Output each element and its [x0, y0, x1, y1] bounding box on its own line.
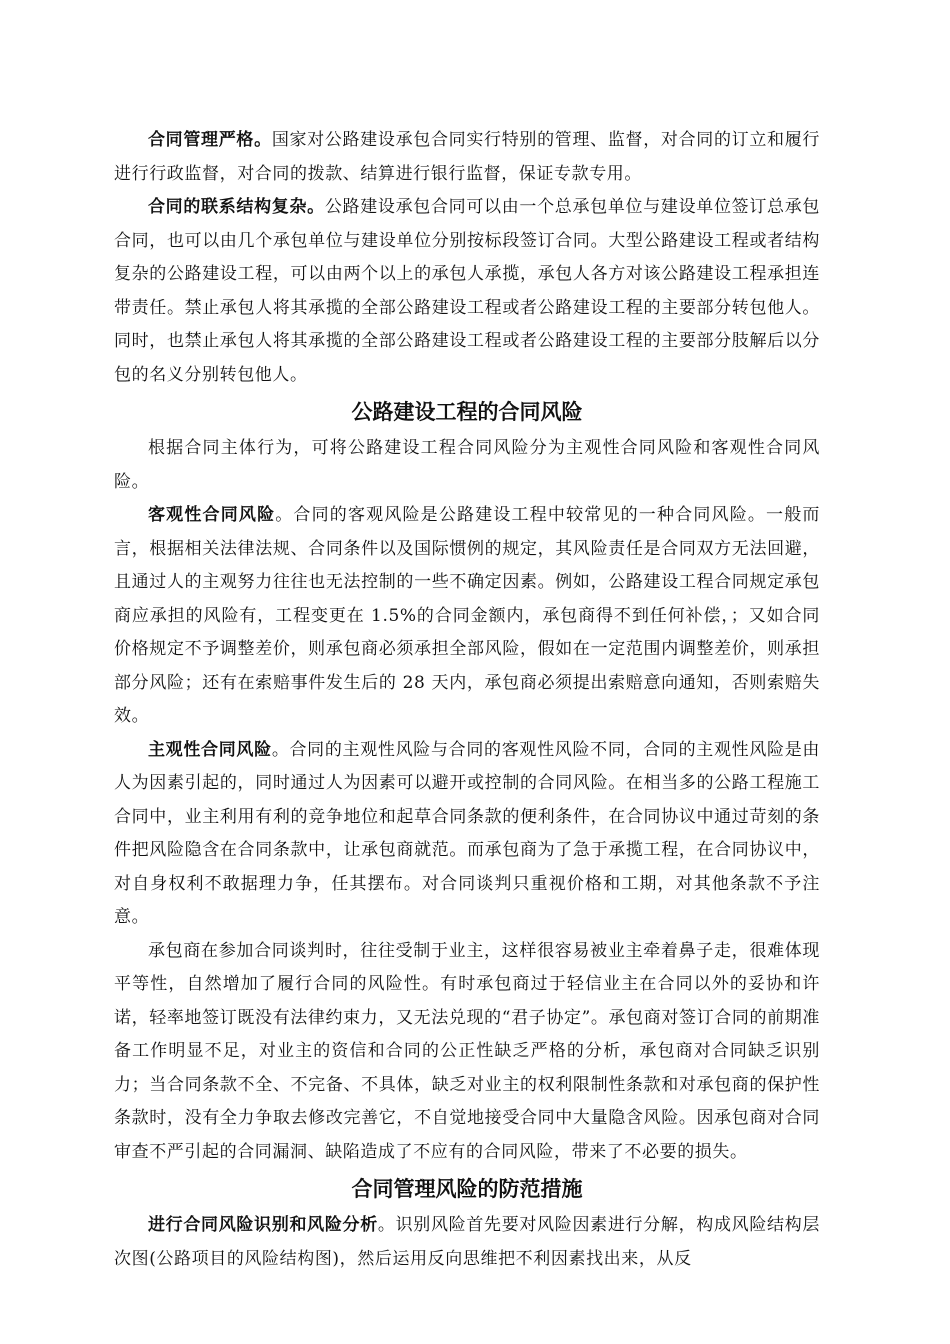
section-heading-risk-prevention: 合同管理风险的防范措施	[351, 1177, 583, 1201]
paragraph-lead: 进行合同风险识别和风险分析	[148, 1215, 378, 1235]
paragraph-objective-risk	[114, 499, 820, 734]
paragraph-lead: 合同管理严格。	[148, 130, 272, 150]
paragraph-text: 国家对公路建设承包合同实行特别的管理、监督，对合同的订立和履行进行行政监督，对合同的拨款、结算进行银行监督，保证专款专用。	[114, 130, 820, 184]
paragraph-lead: 主观性合同风险	[148, 739, 272, 760]
paragraph-contract-structure	[114, 191, 820, 392]
paragraph-text: 公路建设承包合同可以由一个总承包单位与建设单位签订总承包合同，也可以由几个承包单位与建设单位分别按标段签订合同。大型公路建设工程或者结构复杂的公路建设工程，可以由两个以上的承包人承揽，承包人各方对该公路建设工程承担连带责任。禁止承包人将其承揽的全部公路建设工程或者公路建设工程的主要部分转包他人。同时，也禁止承包人将其承揽的全部公路建设工程或者公路建设工程的主要部分肢解后以分包的名义分别转包他人。	[114, 197, 820, 385]
paragraph-contract-management	[114, 124, 820, 191]
section-heading-contract-risk: 公路建设工程的合同风险	[351, 400, 583, 424]
paragraph-lead: 客观性合同风险	[148, 505, 276, 525]
paragraph-text: 。合同的客观风险是公路建设工程中较常见的一种合同风险。一般而言，根据相关法律法规、合同条件以及国际惯例的规定，其风险责任是合同双方无法回避，且通过人的主观努力往往也无法控制的一些不确定因素。例如，公路建设工程合同规定承包商应承担的风险有，工程变更在 1.5%的合同金额内，承包商得不到任何补偿，；又如合同价格规定不予调整差价，则承包商必须承担全部风险，假如在一定范围内调整差价，则承担部分风险；还有在索赔事件发生后的 28 天内，承包商必须提出索赔意向通知，否则索赔失效。	[114, 505, 821, 726]
paragraph-subjective-risk	[114, 734, 820, 935]
paragraph-text: 。识别风险首先要对风险因素进行分解，构成风险结构层次图(公路项目的风险结构图)，然后运用反向思维把不利因素找出来，从反	[114, 1215, 820, 1269]
paragraph-text: 。合同的主观性风险与合同的客观性风险不同，合同的主观性风险是由人为因素引起的，同时通过人为因素可以避开或控制的合同风险。在相当多的公路工程施工合同中，业主利用有利的竞争地位和起草合同条款的便利条件，在合同协议中通过苛刻的条件把风险隐含在合同条款中，让承包商就范。而承包商为了急于承揽工程，在合同协议中，对自身权利不敢据理力争，任其摆布。对合同谈判只重视价格和工期，对其他条款不予注意。	[114, 739, 820, 927]
paragraph-risk-intro: 根据合同主体行为，可将公路建设工程合同风险分为主观性合同风险和客观性合同风险。	[114, 438, 820, 492]
document-page	[114, 124, 820, 1276]
paragraph-risk-identification	[114, 1209, 820, 1276]
paragraph-lead: 合同的联系结构复杂。	[148, 197, 325, 217]
paragraph-contractor-negotiation: 承包商在参加合同谈判时，往往受制于业主，这样很容易被业主牵着鼻子走，很难体现平等性，自然增加了履行合同的风险性。有时承包商过于轻信业主在合同以外的妥协和许诺，轻率地签订既没有法律约束力，又无法兑现的“君子协定”。承包商对签订合同的前期准备工作明显不足，对业主的资信和合同的公正性缺乏严格的分析，承包商对合同缺乏识别力；当合同条款不全、不完备、不具体，缺乏对业主的权利限制性条款和对承包商的保护性条款时，没有全力争取去修改完善它，不自觉地接受合同中大量隐含风险。因承包商对合同审查不严引起的合同漏洞、缺陷造成了不应有的合同风险，带来了不必要的损失。	[114, 940, 820, 1162]
